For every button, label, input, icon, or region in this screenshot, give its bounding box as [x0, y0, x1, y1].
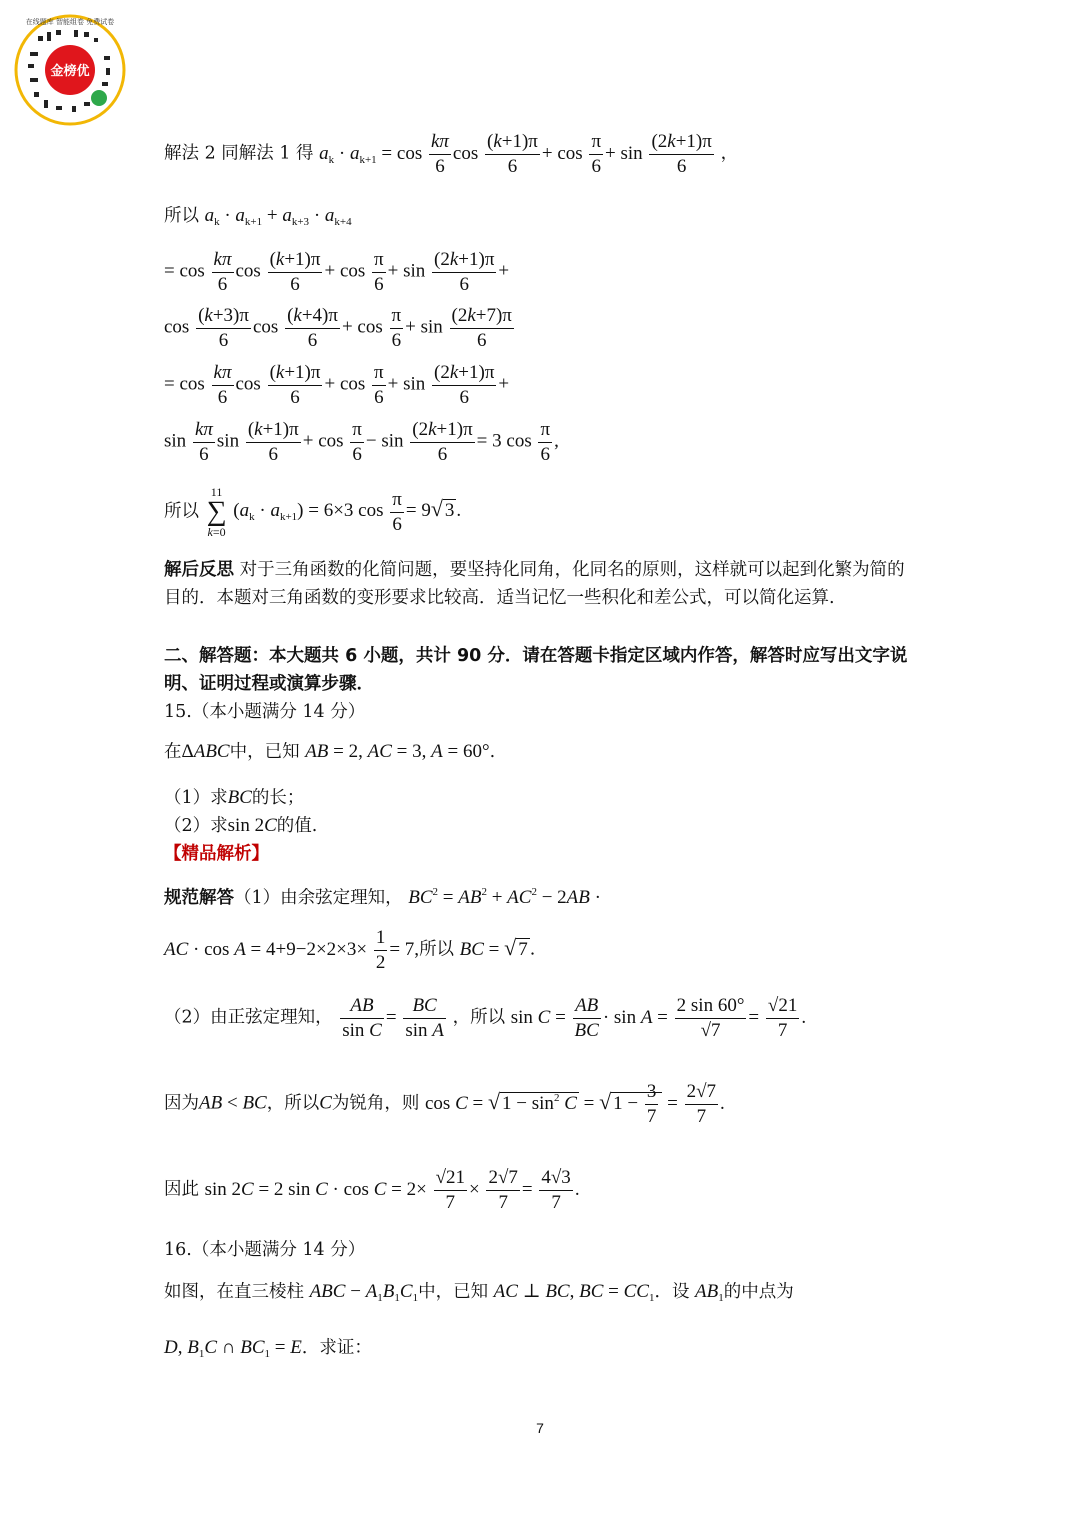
sol15-line4: 因为AB < BC，所以C为锐角，则 cos C = √ $1 - \sin^2 C$ = √ 1 − $\frac{3}{7}$ = $\frac{2√7}{7}$ . — [164, 1081, 725, 1127]
q15-part2-end: 的值. — [276, 816, 318, 836]
q16-stem4: 的中点为 — [723, 1282, 794, 1302]
q15-part1-pre: （1）求 — [164, 788, 228, 808]
expansion-line-4: sin $\frac{k\pi}{6}$ sin $\frac{(k+1)\pi}{6}$ + cos $\frac{\pi}{6}$ − sin $\frac{(2k+1)\pi}{6}$ = 3 cos $\frac{\pi}{6}$ , — [164, 419, 559, 465]
sol15-l5: 因此 — [164, 1179, 199, 1200]
sol15-l2-mid: 所以 — [419, 939, 455, 960]
logo-brand-text: 金榜优 — [50, 64, 90, 79]
q15-part1-end: 的长； — [251, 788, 305, 808]
sol15-label: 规范解答 — [164, 888, 234, 908]
logo-ring-text: 在线题库 智能组卷 免费试卷 — [25, 18, 115, 26]
sum-result-line: 所以 11 ∑ k=0 $(a_k \cdot a_{k+1}) = 6\times 3$ cos $\frac{\pi}{6}$ = 9√ 3 . — [164, 485, 462, 539]
q15-heading: 15.（本小题满分 14 分） — [164, 702, 366, 722]
q16-stem1: 如图，在直三棱柱 — [164, 1282, 304, 1302]
sol15-line5: 因此 sin 2C = 2 sin C · cos C = 2× $\frac{√21}{7}$ × $\frac{2√7}{7}$ = $\frac{4√3}{7}$ . — [164, 1167, 580, 1213]
featured-analysis-label: 【精品解析】 — [164, 844, 269, 864]
q16-stem3: ．设 — [654, 1282, 690, 1302]
reflection-label: 解后反思 — [164, 560, 234, 580]
q15-stem-mid: 中，已知 — [229, 742, 300, 762]
q16-stem-line2: D, $B_1C$ ∩ $BC_1 = E$．求证： — [164, 1337, 372, 1360]
sol15-l4c: 为锐角，则 — [331, 1093, 420, 1114]
sol15-l4b: ，所以 — [266, 1093, 320, 1114]
q15-part2: （2）求sin 2C的值. — [164, 815, 318, 836]
sol15-line3: （2）由正弦定理知， $\frac{AB}{\text{sin C}}$ = $\frac{BC}{\text{sin A}}$ ，所以 sin C = $\frac{AB}{BC}$ · sin A = $\frac{2 \sin 60^\circ}{√7}$ = $\frac{√21}{7}$ . — [164, 995, 807, 1041]
q16-stem2: 中，已知 — [418, 1282, 489, 1302]
q15-part1: （1）求BC的长； — [164, 787, 305, 808]
sol15-l1: （1）由余弦定理知， — [234, 888, 403, 908]
q15-stem: 在ΔABC中，已知 AB = 2, AC = 3, A = 60°. — [164, 741, 496, 762]
q16-stem-line1: 如图，在直三棱柱 ABC − $A_1B_1C_1$中，已知 AC ⊥ BC, BC = $CC_1$．设 $AB_1$的中点为 — [164, 1281, 794, 1304]
q15-stem-pre: 在 — [164, 742, 182, 762]
q16-stem5: ．求证： — [301, 1338, 372, 1358]
sol15-l4a: 因为 — [164, 1093, 199, 1114]
expansion-line-3: = cos $\frac{k\pi}{6}$ cos $\frac{(k+1)\pi}{6}$ + cos $\frac{\pi}{6}$ + sin $\frac{(2k+1)\pi}{6}$ + — [164, 362, 510, 408]
sol15-line2: AC · cos A = 4+9−2×2×3× $\frac{1}{2}$ = 7,所以 BC = √ 7 . — [164, 927, 536, 973]
jinbangyou-logo — [12, 12, 128, 128]
reflection-paragraph — [164, 556, 916, 612]
reflection-text: 对于三角函数的化简问题，要坚持化同角，化同名的原则，这样就可以起到化繁为简的目的．本题对三角函数的变形要求比较高．适当记忆一些积化和差公式，可以简化运算. — [164, 560, 905, 608]
solution2-comma: ， — [720, 143, 739, 164]
solution2-text: 同解法 1 得 — [221, 143, 314, 164]
so-label: 所以 — [164, 206, 199, 226]
sol15-line1: 规范解答（1）由余弦定理知， $BC^2 = AB^2 + AC^2 - 2AB$ · — [164, 886, 601, 908]
qr-logo-graphic — [12, 12, 128, 128]
so-sum-line: 所以 $a_k \cdot a_{k+1} + a_{k+3} \cdot a_{k+4}$ — [164, 205, 352, 228]
expansion-line-2: cos $\frac{(k+3)\pi}{6}$ cos $\frac{(k+4)\pi}{6}$ + cos $\frac{\pi}{6}$ + sin $\frac{(2k+7)\pi}{6}$ — [164, 305, 512, 351]
sol15-l3-mid: ，所以 — [452, 1007, 506, 1028]
solution2-label: 解法 2 — [164, 143, 216, 164]
page-number: 7 — [536, 1420, 544, 1436]
solution2-line: 解法 2 同解法 1 得 $a_k \cdot a_{k+1} = \cos$ $\frac{k\pi}{6}$ cos $\frac{(k+1)\pi}{6}$ + cos $\frac{\pi}{6}$ + sin $\frac{(2k+1)\pi}{6}$ ， — [164, 131, 739, 177]
section-2-heading: 二、解答题：本大题共 6 小题，共计 90 分．请在答题卡指定区域内作答，解答时应写出文字说明、证明过程或演算步骤． — [164, 646, 908, 694]
so-label-2: 所以 — [164, 501, 199, 522]
q15-part2-pre: （2）求 — [164, 816, 228, 836]
sol15-l3: （2）由正弦定理知， — [164, 1007, 333, 1028]
expansion-line-1: = cos $\frac{k\pi}{6}$ cos $\frac{(k+1)\pi}{6}$ + cos $\frac{\pi}{6}$ + sin $\frac{(2k+1)\pi}{6}$ + — [164, 249, 510, 295]
q16-heading: 16.（本小题满分 14 分） — [164, 1240, 366, 1260]
